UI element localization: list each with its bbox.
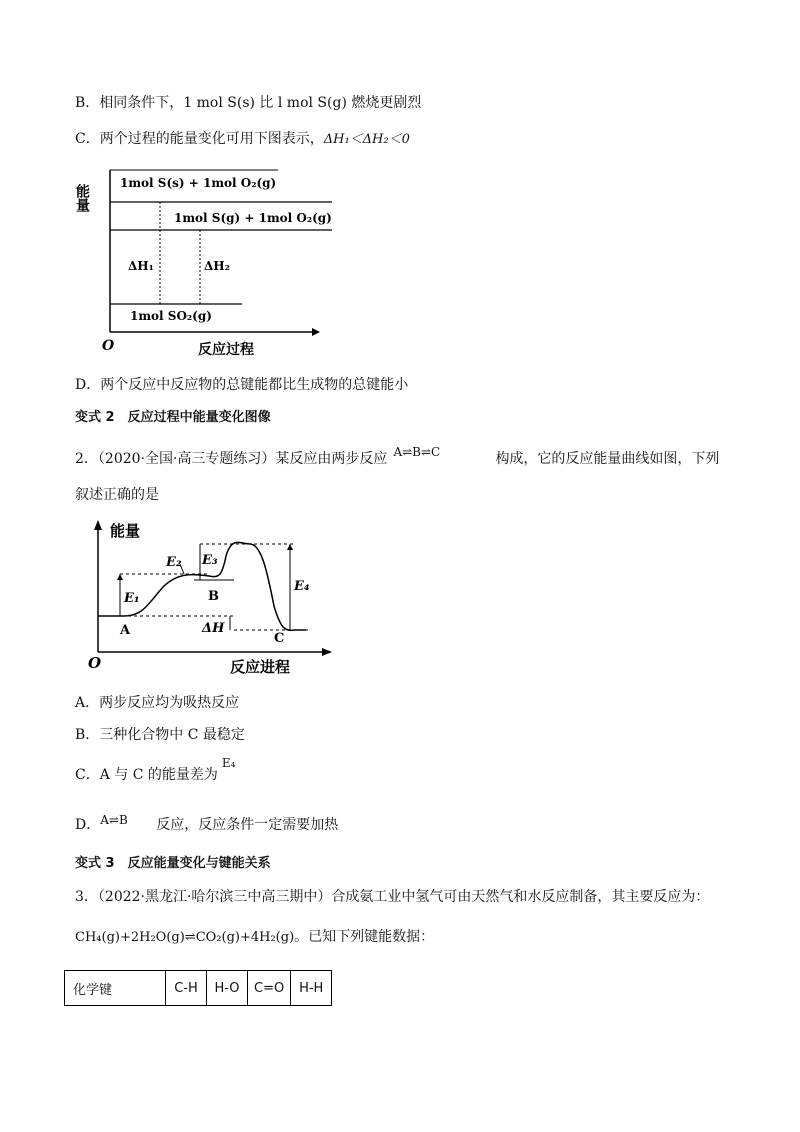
fig2-e4-label: E₄: [294, 579, 310, 594]
q2-option-c: [75, 756, 236, 784]
option-c-1: [75, 128, 410, 148]
q2-option-c-value: E₄: [221, 756, 236, 770]
q3-equation: CH₄(g)+2H₂O(g)⇌CO₂(g)+4H₂(g): [75, 930, 295, 945]
q3-line-2: [75, 926, 434, 946]
fig2-e1-label: E₁: [124, 591, 140, 606]
fig1-xlabel: 反应过程: [198, 342, 254, 358]
q2-reaction: A⇌B⇌C: [393, 445, 441, 459]
option-d-1: D．两个反应中反应物的总键能都比生成物的总键能小: [75, 377, 409, 393]
energy-diagram-2: [84, 516, 344, 676]
table-header-cell: 化学键: [65, 971, 166, 1006]
q2-prefix: 2．（2020·全国·高三专题练习）某反应由两步反应: [75, 451, 388, 467]
fig2-a-label: A: [120, 623, 131, 638]
fig2-origin: O: [88, 654, 102, 672]
q2-option-d-reaction: A⇌B: [100, 813, 128, 827]
q2-line-1: [75, 445, 720, 468]
q2-option-a: A．两步反应均为吸热反应: [75, 695, 240, 711]
q2-option-b: B．三种化合物中 C 最稳定: [75, 727, 245, 743]
q3-line-1: 3．（2022·黑龙江·哈尔滨三中高三期中）合成氨工业中氢气可由天然气和水反应制备，其主要反应为：: [75, 889, 710, 905]
fig2-xlabel: 反应进程: [230, 658, 291, 676]
energy-diagram-1: [74, 160, 350, 360]
q2-suffix: 构成，它的反应能量曲线如图，下列: [495, 451, 720, 467]
variant-2-title: 变式 2 反应过程中能量变化图像: [75, 410, 271, 425]
fig2-c-label: C: [274, 631, 285, 646]
option-c-1-relation: ΔH₁＜ΔH₂＜0: [323, 132, 410, 147]
fig2-y-arrow-icon: [94, 520, 102, 530]
option-c-1-text: C．两个过程的能量变化可用下图表示，: [75, 131, 324, 147]
bond-energy-table: [64, 970, 332, 1006]
variant-3-title: 变式 3 反应能量变化与键能关系: [75, 856, 271, 871]
table-cell: C=O: [248, 971, 291, 1006]
fig2-x-arrow-icon: [322, 648, 332, 656]
fig2-b-label: B: [208, 589, 219, 604]
fig1-level-3-label: 1mol SO₂(g): [130, 309, 212, 323]
table-cell: H-H: [291, 971, 332, 1006]
fig1-origin: O: [102, 338, 115, 354]
fig2-e3-label: E₃: [202, 553, 218, 568]
q2-option-c-text: C．A 与 C 的能量差为: [75, 767, 218, 783]
fig1-level-1-label: 1mol S(s) + 1mol O₂(g): [120, 176, 277, 190]
x-axis-arrow-icon: [312, 328, 320, 336]
fig1-dh2-label: ΔH₂: [204, 259, 230, 273]
table-cell: H-O: [207, 971, 248, 1006]
q2-option-d: [75, 814, 338, 834]
table-row: [65, 971, 332, 1006]
q2-line-2: 叙述正确的是: [75, 487, 159, 503]
table-cell: C-H: [166, 971, 207, 1006]
fig1-ylabel: 能量: [74, 184, 90, 212]
fig2-e4-arrowhead-icon: [287, 544, 293, 550]
q2-option-d-prefix: D．: [75, 817, 101, 833]
q2-option-d-suffix: 反应，反应条件一定需要加热: [156, 817, 339, 833]
fig2-e1-arrowhead-icon: [117, 574, 123, 580]
fig1-dh1-label: ΔH₁: [128, 259, 154, 273]
fig2-ylabel: 能量: [110, 522, 141, 540]
q3-line-2-suffix: 。已知下列键能数据：: [294, 929, 435, 945]
option-b-1: B．相同条件下，1 mol S(s) 比 l mol S(g) 燃烧更剧烈: [75, 95, 422, 111]
fig2-dh-label: ΔH: [202, 621, 225, 636]
fig2-e2-label: E₂: [166, 555, 182, 570]
fig1-level-2-label: 1mol S(g) + 1mol O₂(g): [174, 211, 332, 225]
